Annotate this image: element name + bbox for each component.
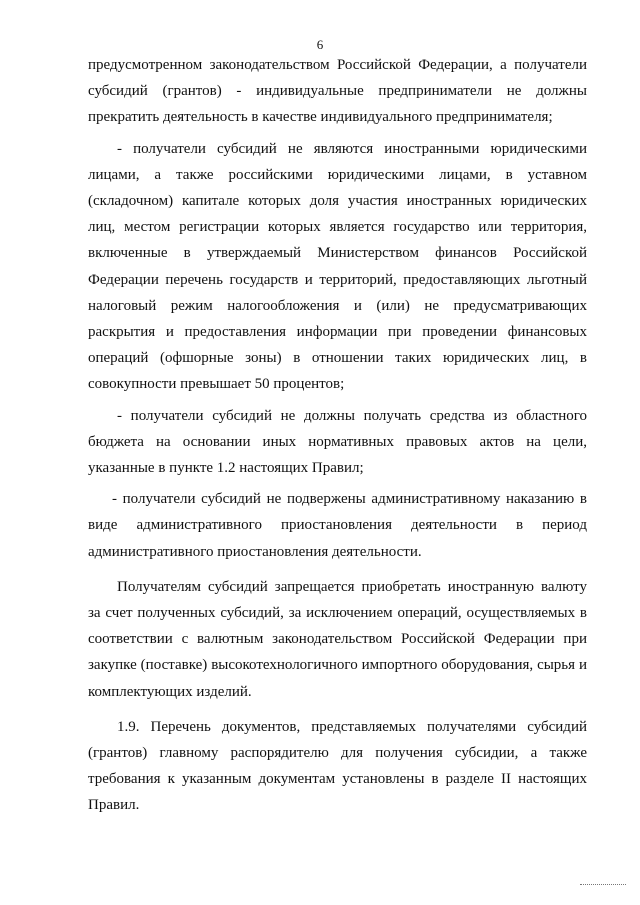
paragraph-currency-restriction: Получателям субсидий запрещается приобретать иностранную валюту за счет полученных субсидий, за исключением операций, осуществляемых в соответствии с валютным законодательством Российской Федерации при закупке (поставке) высокотехнологичного импортного оборудования, сырья и комплектующих изделий.: [88, 578, 587, 700]
scan-mark: [580, 884, 626, 885]
paragraph-administrative-penalty: - получатели субсидий не подвержены административному наказанию в виде административного приостановления деятельности в период административного приостановления деятельности.: [88, 491, 587, 560]
paragraph-foreign-entities: - получатели субсидий не являются иностранными юридическими лицами, а также российскими юридическими лицами, в уставном (складочном) капитале которых доля участия иностранных юридических лиц, местом регистрации которых является государство или территория, включенные в утверждаемый Министерством финансов Российской Федерации перечень государств и территорий, предоставляющих льготный налоговый режим налогообложения и (или) не предусматривающих раскрытия и предоставления информации при проведении финансовых операций (офшорные зоны) в отношении таких юридических лиц, в совокупности превышает 50 процентов;: [88, 140, 587, 393]
paragraph-regional-budget: - получатели субсидий не должны получать средства из областного бюджета на основании иных нормативных правовых актов на цели, указанные в пункте 1.2 настоящих Правил;: [88, 407, 587, 477]
page-number: 6: [316, 37, 324, 52]
paragraph-section-1-9: 1.9. Перечень документов, представляемых получателями субсидий (грантов) главному распорядителю для получения субсидии, а также требования к указанным документам установлены в разделе II настоящих Правил.: [88, 718, 587, 814]
document-body: [88, 52, 587, 819]
paragraph-continuation: предусмотренном законодательством Российской Федерации, а получатели субсидий (грантов) - индивидуальные предприниматели не должны прекратить деятельность в качестве индивидуального предпринимателя;: [88, 57, 587, 126]
